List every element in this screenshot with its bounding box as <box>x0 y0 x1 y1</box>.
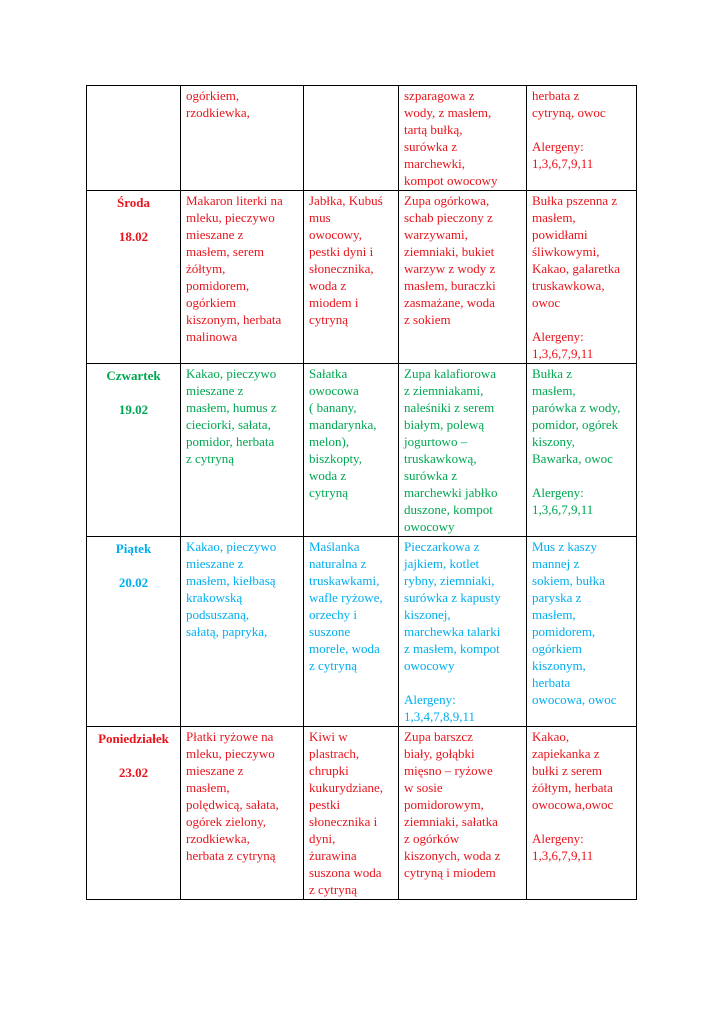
afternoon-snack-cell <box>527 537 637 727</box>
day-name: Poniedziałek <box>98 731 169 746</box>
breakfast-cell <box>181 191 304 364</box>
meal-text: Jabłka, Kubuś mus owocowy, pestki dyni i słonecznika, woda z miodem i cytryną <box>309 193 383 327</box>
meal-text: Zupa ogórkowa, schab pieczony z warzywami, ziemniaki, bukiet warzyw z wody z masłem, buraczki zasmażane, woda z sokiem <box>404 193 496 327</box>
day-date: 20.02 <box>118 575 149 590</box>
menu-table <box>86 85 637 900</box>
day-name: Środa <box>117 195 150 210</box>
lunch-cell <box>399 86 527 191</box>
meal-text: szparagowa z wody, z masłem, tartą bułką, surówka z marchewki, kompot owocowy <box>404 88 498 188</box>
menu-row <box>87 537 637 727</box>
breakfast-cell <box>181 364 304 537</box>
lunch-cell <box>399 537 527 727</box>
afternoon-snack-cell <box>527 727 637 900</box>
lunch-cell <box>399 191 527 364</box>
meal-text: Kiwi w plastrach, chrupki kukurydziane, pestki słonecznika i dyni, żurawina suszona woda z cytryną <box>309 729 384 897</box>
day-date: 23.02 <box>118 765 149 780</box>
second-breakfast-cell <box>304 364 399 537</box>
meal-text: Bułka pszenna z masłem, powidłami śliwkowymi, Kakao, galaretka truskawkowa, owoc Alergeny: 1,3,6,7,9,11 <box>532 193 621 361</box>
day-name: Piątek <box>115 541 152 556</box>
meal-text: Bułka z masłem, parówka z wody, pomidor, ogórek kiszony, Bawarka, owoc Alergeny: 1,3,6,7,9,11 <box>532 366 621 517</box>
breakfast-cell <box>181 86 304 191</box>
afternoon-snack-cell <box>527 86 637 191</box>
meal-text: herbata z cytryną, owoc Alergeny: 1,3,6,7,9,11 <box>532 88 606 171</box>
meal-text: Płatki ryżowe na mleku, pieczywo mieszane z masłem, polędwicą, sałata, ogórek zielony, rzodkiewka, herbata z cytryną <box>186 729 279 863</box>
meal-text: Makaron literki na mleku, pieczywo mieszane z masłem, serem żółtym, pomidorem, ogórkiem kiszonym, herbata malinowa <box>186 193 283 344</box>
second-breakfast-cell <box>304 86 399 191</box>
second-breakfast-cell <box>304 727 399 900</box>
menu-body <box>87 86 637 900</box>
day-cell <box>87 364 181 537</box>
meal-text: Sałatka owocowa ( banany, mandarynka, melon), biszkopty, woda z cytryną <box>309 366 377 500</box>
meal-text: ogórkiem, rzodkiewka, <box>186 88 250 120</box>
day-date: 19.02 <box>118 402 149 417</box>
menu-row <box>87 727 637 900</box>
day-cell <box>87 727 181 900</box>
breakfast-cell <box>181 537 304 727</box>
lunch-cell <box>399 364 527 537</box>
day-date: 18.02 <box>118 229 149 244</box>
menu-row <box>87 364 637 537</box>
second-breakfast-cell <box>304 537 399 727</box>
menu-row <box>87 191 637 364</box>
meal-text: Mus z kaszy mannej z sokiem, bułka paryska z masłem, pomidorem, ogórkiem kiszonym, herbata owocowa, owoc <box>532 539 617 707</box>
lunch-cell <box>399 727 527 900</box>
meal-text: Pieczarkowa z jajkiem, kotlet rybny, ziemniaki, surówka z kapusty kiszonej, marchewka talarki z masłem, kompot owocowy Alergeny: 1,3,4,7,8,9,11 <box>404 539 501 724</box>
day-cell <box>87 191 181 364</box>
meal-text: Kakao, pieczywo mieszane z masłem, humus z cieciorki, sałata, pomidor, herbata z cytryną <box>186 366 277 466</box>
afternoon-snack-cell <box>527 364 637 537</box>
day-cell <box>87 537 181 727</box>
meal-text: Zupa kalafiorowa z ziemniakami, naleśniki z serem białym, polewą jogurtowo – truskawkową, surówka z marchewki jabłko duszone, kompot owocowy <box>404 366 498 534</box>
day-name: Czwartek <box>106 368 161 383</box>
menu-row <box>87 86 637 191</box>
breakfast-cell <box>181 727 304 900</box>
meal-text: Kakao, pieczywo mieszane z masłem, kiełbasą krakowską podsuszaną, sałatą, papryka, <box>186 539 277 639</box>
day-cell <box>87 86 181 191</box>
meal-text: Maślanka naturalna z truskawkami, wafle ryżowe, orzechy i suszone morele, woda z cytryną <box>309 539 383 673</box>
afternoon-snack-cell <box>527 191 637 364</box>
meal-text: Zupa barszcz biały, gołąbki mięsno – ryżowe w sosie pomidorowym, ziemniaki, sałatka z ogórków kiszonych, woda z cytryną i miodem <box>404 729 501 880</box>
meal-text: Kakao, zapiekanka z bułki z serem żółtym, herbata owocowa,owoc Alergeny: 1,3,6,7,9,11 <box>532 729 614 863</box>
second-breakfast-cell <box>304 191 399 364</box>
